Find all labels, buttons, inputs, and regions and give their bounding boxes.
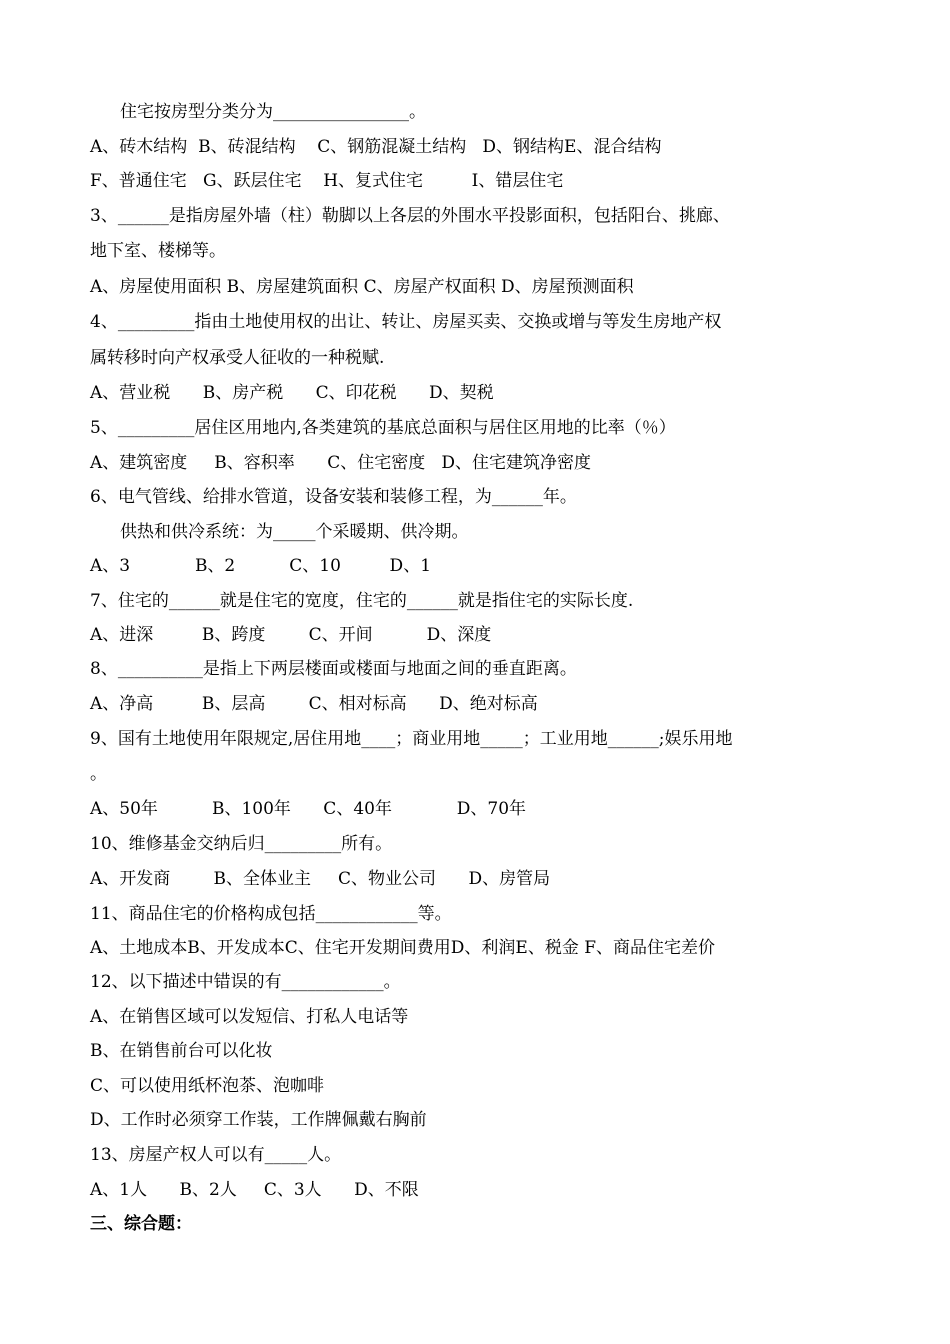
options-structure: A、砖木结构 B、砖混结构 C、钢筋混凝土结构 D、钢结构E、混合结构 <box>90 137 662 157</box>
options-10: A、开发商 B、全体业主 C、物业公司 D、房管局 <box>90 869 551 889</box>
option-12-b: B、在销售前台可以化妆 <box>90 1041 273 1061</box>
question-11: 11、商品住宅的价格构成包括____________等。 <box>90 904 452 924</box>
option-12-a: A、在销售区域可以发短信、打私人电话等 <box>90 1007 409 1027</box>
question-4: 4、_________指由土地使用权的出让、转让、房屋买卖、交换或增与等发生房地产权 <box>90 312 722 332</box>
question-13: 13、房屋产权人可以有_____人。 <box>90 1145 342 1165</box>
question-5: 5、_________居住区用地内,各类建筑的基底总面积与居住区用地的比率（％） <box>90 418 676 438</box>
question-8: 8、__________是指上下两层楼面或楼面与地面之间的垂直距离。 <box>90 659 577 679</box>
question-4-cont: 属转移时向产权承受人征收的一种税赋. <box>90 348 385 368</box>
options-3: A、房屋使用面积 B、房屋建筑面积 C、房屋产权面积 D、房屋预测面积 <box>90 277 634 297</box>
question-6: 6、电气管线、给排水管道，设备安装和装修工程，为______年。 <box>90 487 577 507</box>
question-9: 9、国有土地使用年限规定,居住用地____；商业用地_____；工业用地______;娱乐用地 <box>90 729 733 749</box>
question-3-cont: 地下室、楼梯等。 <box>90 241 226 261</box>
options-7: A、进深 B、跨度 C、开间 D、深度 <box>90 625 492 645</box>
option-12-d: D、工作时必须穿工作装，工作牌佩戴右胸前 <box>90 1110 427 1130</box>
question-7: 7、住宅的______就是住宅的宽度，住宅的______就是指住宅的实际长度. <box>90 591 634 611</box>
options-8: A、净高 B、层高 C、相对标高 D、绝对标高 <box>90 694 538 714</box>
options-5: A、建筑密度 B、容积率 C、住宅密度 D、住宅建筑净密度 <box>90 453 592 473</box>
question-10: 10、维修基金交纳后归_________所有。 <box>90 834 393 854</box>
options-housing-type: F、普通住宅 G、跃层住宅 H、复式住宅 I、错层住宅 <box>90 171 564 191</box>
question-housing-type: 住宅按房型分类分为________________。 <box>120 102 426 122</box>
question-3: 3、______是指房屋外墙（柱）勒脚以上各层的外围水平投影面积，包括阳台、挑廊、 <box>90 206 730 226</box>
question-6-cont: 供热和供冷系统：为_____个采暖期、供冷期。 <box>120 522 469 542</box>
question-12: 12、以下描述中错误的有____________。 <box>90 972 401 992</box>
options-9: A、50年 B、100年 C、40年 D、70年 <box>90 799 527 819</box>
options-11: A、土地成本B、开发成本C、住宅开发期间费用D、利润E、税金 F、商品住宅差价 <box>90 938 716 958</box>
options-4: A、营业税 B、房产税 C、印花税 D、契税 <box>90 383 494 403</box>
options-13: A、1人 B、2人 C、3人 D、不限 <box>90 1180 419 1200</box>
options-6: A、3 B、2 C、10 D、1 <box>90 556 432 576</box>
section-heading: 三、综合题： <box>90 1214 192 1234</box>
option-12-c: C、可以使用纸杯泡茶、泡咖啡 <box>90 1076 325 1096</box>
question-9-cont: 。 <box>90 764 107 784</box>
